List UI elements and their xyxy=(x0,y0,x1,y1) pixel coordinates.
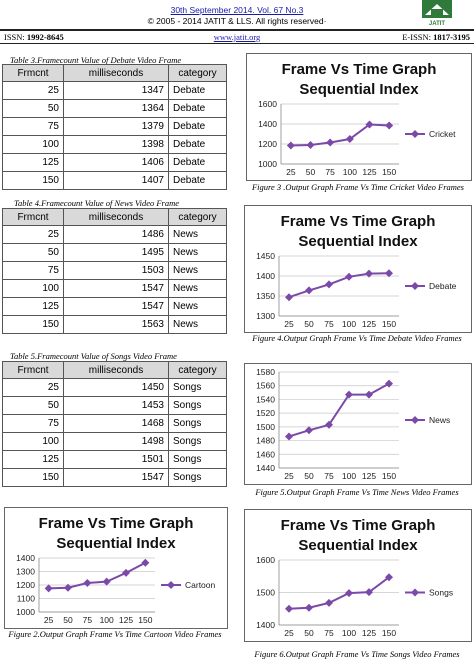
y-tick-label: 1480 xyxy=(256,435,275,446)
table5 xyxy=(2,361,227,487)
chart-svg xyxy=(245,206,471,332)
x-tick-label: 100 xyxy=(99,615,114,625)
chart-title: Frame Vs Time Graph xyxy=(280,517,436,534)
figure6-caption: Figure 6.Output Graph Frame Vs Time Songs Video Frames xyxy=(254,649,460,659)
data-point xyxy=(285,432,293,440)
cell: 125 xyxy=(3,298,64,316)
x-tick-label: 75 xyxy=(324,319,334,329)
figure5-caption: Figure 5.Output Graph Frame Vs Time News Video Frames xyxy=(255,487,459,497)
y-tick-label: 1520 xyxy=(256,408,275,419)
y-tick-label: 1600 xyxy=(258,99,277,109)
cell: News xyxy=(169,244,227,262)
x-tick-label: 50 xyxy=(304,471,314,481)
chart-title: Frame Vs Time Graph xyxy=(38,515,194,532)
table-header-row xyxy=(3,362,227,379)
cell: Debate xyxy=(169,100,227,118)
cell: Debate xyxy=(169,172,227,190)
cell: Songs xyxy=(169,415,227,433)
table-row xyxy=(3,226,227,244)
figure3-caption: Figure 3 .Output Graph Frame Vs Time Cricket Video Frames xyxy=(251,182,464,192)
y-tick-label: 1100 xyxy=(16,593,35,604)
table-row xyxy=(3,262,227,280)
cell: 75 xyxy=(3,415,64,433)
header-rule xyxy=(0,29,474,31)
y-tick-label: 1560 xyxy=(256,380,275,391)
x-tick-label: 100 xyxy=(341,628,357,638)
cell: Songs xyxy=(169,379,227,397)
data-point xyxy=(325,599,333,607)
x-tick-label: 100 xyxy=(342,167,357,177)
cell: 50 xyxy=(3,100,64,118)
col-milliseconds: milliseconds xyxy=(64,65,169,82)
y-tick-label: 1400 xyxy=(256,620,275,630)
cell: 1547 xyxy=(64,298,169,316)
jatit-logo xyxy=(420,0,454,26)
cell: 100 xyxy=(3,433,64,451)
col-category: category xyxy=(169,209,227,226)
col-milliseconds: milliseconds xyxy=(64,362,169,379)
x-tick-label: 25 xyxy=(286,167,296,177)
cell: 1501 xyxy=(64,451,169,469)
cell: 1503 xyxy=(64,262,169,280)
x-tick-label: 75 xyxy=(324,471,334,481)
volume-line xyxy=(0,5,474,15)
table-row xyxy=(3,397,227,415)
x-tick-label: 50 xyxy=(304,628,314,638)
data-point xyxy=(141,559,149,567)
cell: 1498 xyxy=(64,433,169,451)
x-tick-label: 100 xyxy=(341,319,357,329)
chart-title: Frame Vs Time Graph xyxy=(280,213,436,230)
x-tick-label: 125 xyxy=(361,319,377,329)
chart-title: Sequential Index xyxy=(298,537,418,554)
data-point xyxy=(285,605,293,613)
y-tick-label: 1540 xyxy=(256,394,275,405)
x-tick-label: 100 xyxy=(341,471,357,481)
data-point xyxy=(385,122,393,130)
y-tick-label: 1400 xyxy=(16,553,35,563)
series-line xyxy=(289,384,389,437)
table-header-row xyxy=(3,209,227,226)
cell: 1547 xyxy=(64,469,169,487)
table-row xyxy=(3,118,227,136)
table-header-row xyxy=(3,65,227,82)
cell: 1406 xyxy=(64,154,169,172)
x-tick-label: 25 xyxy=(284,471,294,481)
cell: News xyxy=(169,262,227,280)
cell: News xyxy=(169,280,227,298)
col-frmcnt: Frmcnt xyxy=(3,209,64,226)
table-row xyxy=(3,415,227,433)
table-row xyxy=(3,100,227,118)
table5-caption: Table 5.Framecount Value of Songs Video Frame xyxy=(10,351,177,361)
cell: Songs xyxy=(169,433,227,451)
cell: 125 xyxy=(3,154,64,172)
data-point xyxy=(45,584,53,592)
col-milliseconds: milliseconds xyxy=(64,209,169,226)
header-rule-bottom xyxy=(0,43,474,44)
chart-title: Sequential Index xyxy=(299,81,419,98)
table4-caption: Table 4.Framecount Value of News Video Frame xyxy=(14,198,180,208)
x-tick-label: 50 xyxy=(63,615,73,625)
y-tick-label: 1500 xyxy=(256,587,275,598)
y-tick-label: 1000 xyxy=(16,607,35,617)
table-row xyxy=(3,379,227,397)
copyright-line: © 2005 - 2014 JATIT & LLS. All rights reserved· xyxy=(147,16,327,26)
table-row xyxy=(3,298,227,316)
cell: News xyxy=(169,298,227,316)
data-point xyxy=(326,139,334,147)
cell: 1364 xyxy=(64,100,169,118)
x-tick-label: 150 xyxy=(381,628,397,638)
table-row xyxy=(3,172,227,190)
data-point xyxy=(287,142,295,150)
y-tick-label: 1450 xyxy=(256,251,275,261)
series-line xyxy=(49,563,146,589)
x-tick-label: 125 xyxy=(362,167,377,177)
cell: 100 xyxy=(3,136,64,154)
y-tick-label: 1460 xyxy=(256,449,275,460)
col-frmcnt: Frmcnt xyxy=(3,362,64,379)
cell: 75 xyxy=(3,118,64,136)
cell: News xyxy=(169,226,227,244)
x-tick-label: 50 xyxy=(304,319,314,329)
y-tick-label: 1600 xyxy=(256,555,275,565)
series-line xyxy=(289,577,389,609)
y-tick-label: 1300 xyxy=(256,311,275,321)
data-point xyxy=(285,293,293,301)
legend-label: Cartoon xyxy=(185,580,216,590)
figure2-caption: Figure 2.Output Graph Frame Vs Time Cartoon Video Frames xyxy=(8,629,222,639)
x-tick-label: 25 xyxy=(284,319,294,329)
eissn-text: E-ISSN: 1817-3195 xyxy=(402,32,470,42)
x-tick-label: 75 xyxy=(324,628,334,638)
chart-title: Frame Vs Time Graph xyxy=(281,61,437,78)
cell: 25 xyxy=(3,226,64,244)
issn-text: ISSN: 1992-8645 xyxy=(4,32,64,42)
col-category: category xyxy=(169,362,227,379)
chart-cricket xyxy=(246,53,472,181)
legend-marker xyxy=(411,416,419,424)
cell: Songs xyxy=(169,451,227,469)
table-row xyxy=(3,469,227,487)
x-tick-label: 150 xyxy=(381,319,397,329)
legend-label: Debate xyxy=(429,281,457,291)
col-category: category xyxy=(169,65,227,82)
data-point xyxy=(305,286,313,294)
data-point xyxy=(305,426,313,434)
cell: 50 xyxy=(3,244,64,262)
x-tick-label: 75 xyxy=(325,167,335,177)
y-tick-label: 1400 xyxy=(256,271,275,281)
table-row xyxy=(3,154,227,172)
table-row xyxy=(3,433,227,451)
cell: Debate xyxy=(169,82,227,100)
cell: 1547 xyxy=(64,280,169,298)
y-tick-label: 1200 xyxy=(258,139,277,149)
x-tick-label: 75 xyxy=(82,615,93,625)
data-point xyxy=(385,380,393,388)
legend-marker xyxy=(411,130,419,138)
cell: Debate xyxy=(169,136,227,154)
cell: 25 xyxy=(3,379,64,397)
table-row xyxy=(3,451,227,469)
cell: 1450 xyxy=(64,379,169,397)
website-link[interactable]: www.jatit.org xyxy=(213,32,261,42)
y-tick-label: 1350 xyxy=(256,291,275,301)
data-point xyxy=(103,578,111,586)
cell: 1407 xyxy=(64,172,169,190)
y-tick-label: 1500 xyxy=(256,421,275,432)
cell: 150 xyxy=(3,172,64,190)
table-row xyxy=(3,316,227,334)
legend-marker xyxy=(411,589,419,597)
figure4-caption: Figure 4.Output Graph Frame Vs Time Debate Video Frames xyxy=(252,333,462,343)
chart-cartoon xyxy=(4,507,228,629)
data-point xyxy=(325,280,333,288)
table3 xyxy=(2,64,227,190)
x-tick-label: 150 xyxy=(138,615,153,625)
cell: 75 xyxy=(3,262,64,280)
chart-songs xyxy=(244,509,472,642)
cell: 150 xyxy=(3,469,64,487)
y-tick-label: 1400 xyxy=(258,119,277,129)
x-tick-label: 25 xyxy=(43,615,54,625)
cell: 100 xyxy=(3,280,64,298)
y-tick-label: 1300 xyxy=(16,566,35,577)
cell: 50 xyxy=(3,397,64,415)
cell: Songs xyxy=(169,397,227,415)
cell: Debate xyxy=(169,154,227,172)
x-tick-label: 150 xyxy=(382,167,397,177)
cell: Debate xyxy=(169,118,227,136)
legend-marker xyxy=(411,282,419,290)
x-tick-label: 125 xyxy=(118,615,134,625)
legend-label: Cricket xyxy=(429,129,456,139)
cell: 1563 xyxy=(64,316,169,334)
chart-svg xyxy=(245,364,471,484)
data-point xyxy=(122,569,130,577)
logo-text: JATIT xyxy=(428,21,446,26)
cell: 1486 xyxy=(64,226,169,244)
x-tick-label: 150 xyxy=(381,471,397,481)
data-point xyxy=(305,604,313,612)
y-tick-label: 1000 xyxy=(258,159,277,169)
table-row xyxy=(3,244,227,262)
data-point xyxy=(345,273,353,281)
series-line xyxy=(289,273,389,297)
data-point xyxy=(365,391,373,399)
logo-icon xyxy=(420,0,454,26)
chart-news xyxy=(244,363,472,485)
table3-caption: Table 3.Framecount Value of Debate Video Frame xyxy=(10,55,182,65)
table-row xyxy=(3,82,227,100)
cell: Songs xyxy=(169,469,227,487)
x-tick-label: 125 xyxy=(361,471,377,481)
legend-label: Songs xyxy=(429,587,454,598)
legend-label: News xyxy=(429,415,451,425)
data-point xyxy=(365,270,373,278)
cell: 1379 xyxy=(64,118,169,136)
cell: News xyxy=(169,316,227,334)
chart-debate xyxy=(244,205,472,333)
data-point xyxy=(307,141,315,149)
cell: 1453 xyxy=(64,397,169,415)
table4 xyxy=(2,208,227,334)
cell: 125 xyxy=(3,451,64,469)
chart-svg xyxy=(245,510,471,641)
cell: 1495 xyxy=(64,244,169,262)
series-line xyxy=(291,125,389,146)
cell: 1398 xyxy=(64,136,169,154)
y-tick-label: 1580 xyxy=(256,367,275,377)
table-row xyxy=(3,280,227,298)
chart-title: Sequential Index xyxy=(298,233,418,250)
data-point xyxy=(83,579,91,587)
y-tick-label: 1200 xyxy=(16,580,35,590)
x-tick-label: 125 xyxy=(361,628,377,638)
table-row xyxy=(3,136,227,154)
cell: 25 xyxy=(3,82,64,100)
cell: 1468 xyxy=(64,415,169,433)
chart-svg xyxy=(247,54,471,180)
cell: 1347 xyxy=(64,82,169,100)
x-tick-label: 50 xyxy=(305,167,316,177)
col-frmcnt: Frmcnt xyxy=(3,65,64,82)
y-tick-label: 1440 xyxy=(256,463,275,473)
data-point xyxy=(345,589,353,597)
legend-marker xyxy=(167,581,175,589)
x-tick-label: 25 xyxy=(284,628,294,638)
chart-svg xyxy=(5,508,227,628)
chart-title: Sequential Index xyxy=(56,535,176,552)
volume-text[interactable]: 30th September 2014. Vol. 67 No.3 xyxy=(170,5,304,15)
cell: 150 xyxy=(3,316,64,334)
